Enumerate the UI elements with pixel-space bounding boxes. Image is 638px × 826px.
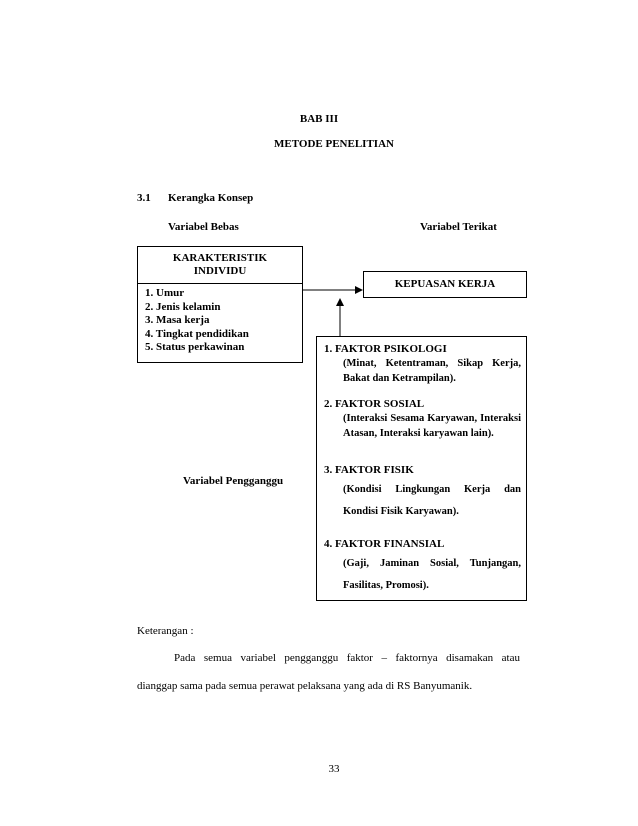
list-item: 5. Status perkawinan — [145, 341, 245, 353]
keterangan-line2: dianggap sama pada semua perawat pelaksana yang ada di RS Banyumanik. — [137, 680, 473, 692]
faktor-desc: (Kondisi Lingkungan Kerja dan Kondisi Fisik Karyawan). — [343, 484, 521, 517]
faktor-desc: (Interaksi Sesama Karyawan, Interaksi Atasan, Interaksi karyawan lain). — [343, 413, 521, 439]
faktor-title: 3. FAKTOR FISIK — [324, 464, 414, 476]
faktor-desc: (Minat, Ketentraman, Sikap Kerja, Bakat dan Ketrampilan). — [343, 358, 521, 384]
list-item: 2. Jenis kelamin — [145, 300, 221, 313]
faktor-desc: (Gaji, Jaminan Sosial, Tunjangan, Fasilitas, Promosi). — [343, 558, 521, 591]
kepuasan-kerja-label: KEPUASAN KERJA — [394, 278, 496, 290]
faktor-title: 2. FAKTOR SOSIAL — [324, 398, 425, 410]
list-item: 1. Umur — [145, 287, 185, 299]
section-number: 3.1 — [137, 192, 151, 204]
chapter-heading: BAB III — [299, 113, 339, 125]
faktor-fisik — [324, 463, 521, 523]
karakteristik-title-line1: KARAKTERISTIK — [172, 252, 268, 264]
faktor-finansial — [324, 537, 521, 597]
label-variabel-terikat: Variabel Terikat — [420, 221, 497, 233]
karakteristik-title-line2: INDIVIDU — [193, 265, 247, 277]
label-variabel-pengganggu: Variabel Pengganggu — [183, 475, 284, 487]
section-title: Kerangka Konsep — [168, 192, 254, 204]
keterangan-line1: Pada semua variabel pengganggu faktor – faktornya disamakan atau — [174, 652, 520, 664]
label-variabel-bebas: Variabel Bebas — [168, 221, 239, 233]
faktor-pengganggu-box — [316, 336, 527, 601]
faktor-title: 1. FAKTOR PSIKOLOGI — [324, 343, 447, 355]
faktor-sosial — [324, 397, 521, 441]
chapter-title: METODE PENELITIAN — [274, 138, 394, 150]
keterangan-label: Keterangan : — [137, 625, 194, 637]
list-item: 3. Masa kerja — [145, 314, 210, 326]
faktor-title: 4. FAKTOR FINANSIAL — [324, 538, 445, 550]
list-item: 4. Tingkat pendidikan — [145, 327, 249, 340]
faktor-psikologi — [324, 342, 521, 386]
page-number: 33 — [328, 763, 340, 775]
